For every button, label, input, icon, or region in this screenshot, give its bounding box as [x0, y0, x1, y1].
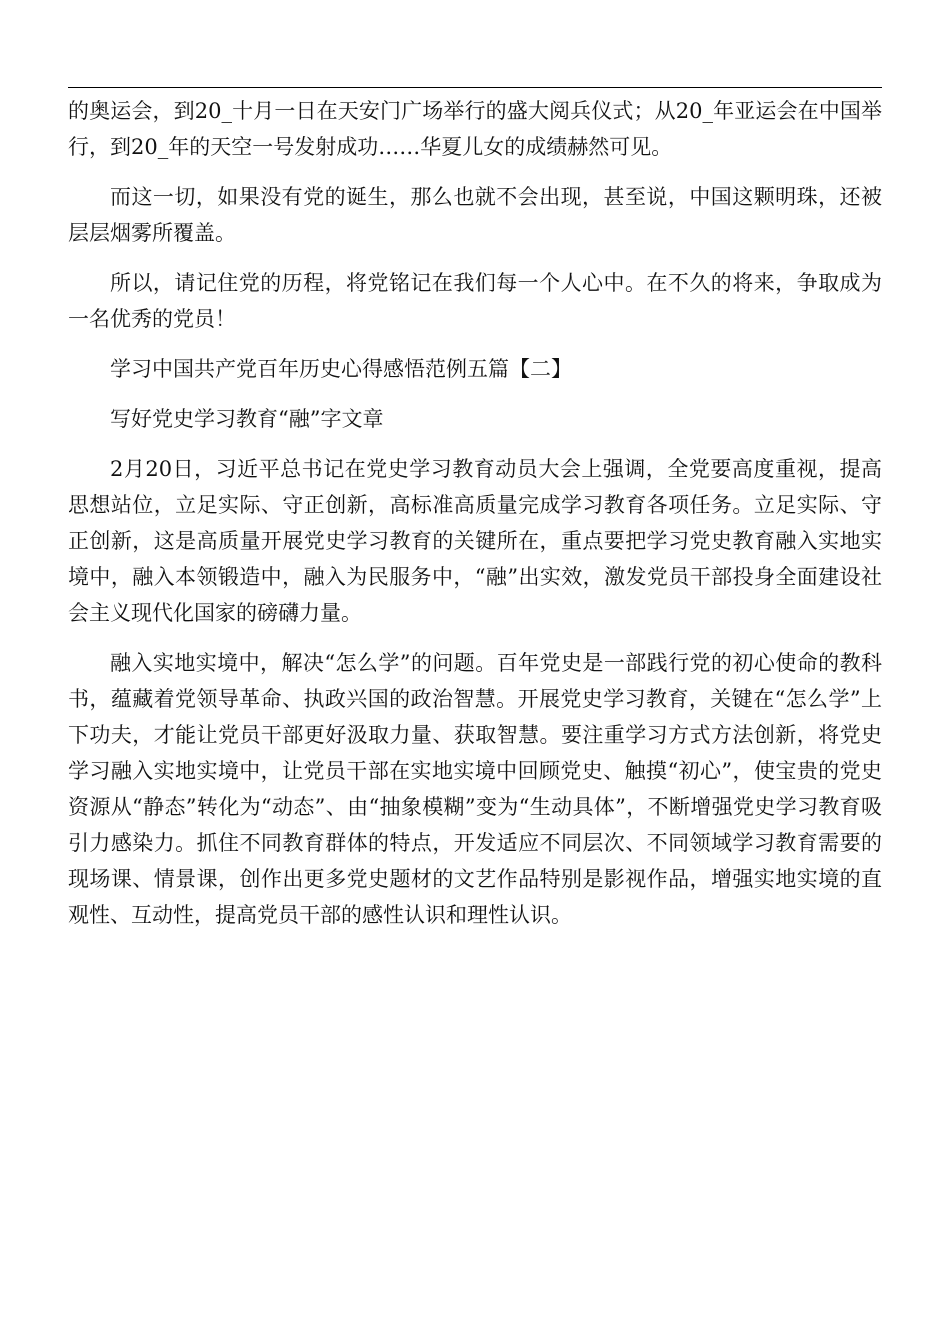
section-title: 学习中国共产党百年历史心得感悟范例五篇【二】: [110, 357, 572, 381]
article-title: 写好党史学习教育“融”字文章: [110, 407, 384, 431]
paragraph: 而这一切，如果没有党的诞生，那么也就不会出现，甚至说，中国这颗明珠，还被层层烟雾所覆盖。: [68, 185, 882, 245]
paragraph: 所以，请记住党的历程，将党铭记在我们每一个人心中。在不久的将来，争取成为一名优秀的党员！: [68, 271, 882, 331]
paragraph-continuation: 的奥运会，到20_十月一日在天安门广场举行的盛大阅兵仪式；从20_年亚运会在中国举行，到20_年的天空一号发射成功……华夏儿女的成绩赫然可见。: [68, 99, 882, 159]
paragraph: 融入实地实境中，解决“怎么学”的问题。百年党史是一部践行党的初心使命的教科书，蕴藏着党领导革命、执政兴国的政治智慧。开展党史学习教育，关键在“怎么学”上下功夫，才能让党员干部更好汲取力量、获取智慧。要注重学习方式方法创新，将党史学习融入实地实境中，让党员干部在实地实境中回顾党史、触摸“初心”，使宝贵的党史资源从“静态”转化为“动态”、由“抽象模糊”变为“生动具体”，不断增强党史学习教育吸引力感染力。抓住不同教育群体的特点，开发适应不同层次、不同领域学习教育需要的现场课、情景课，创作出更多党史题材的文艺作品特别是影视作品，增强实地实境的直观性、互动性，提高党员干部的感性认识和理性认识。: [68, 651, 882, 927]
paragraph: 2月20日，习近平总书记在党史学习教育动员大会上强调，全党要高度重视，提高思想站位，立足实际、守正创新，高标准高质量完成学习教育各项任务。立足实际、守正创新，这是高质量开展党史学习教育的关键所在，重点要把学习党史教育融入实地实境中，融入本领锻造中，融入为民服务中，“融”出实效，激发党员干部投身全面建设社会主义现代化国家的磅礴力量。: [68, 457, 882, 625]
header-rule: [68, 87, 882, 88]
document-body: [68, 93, 882, 947]
